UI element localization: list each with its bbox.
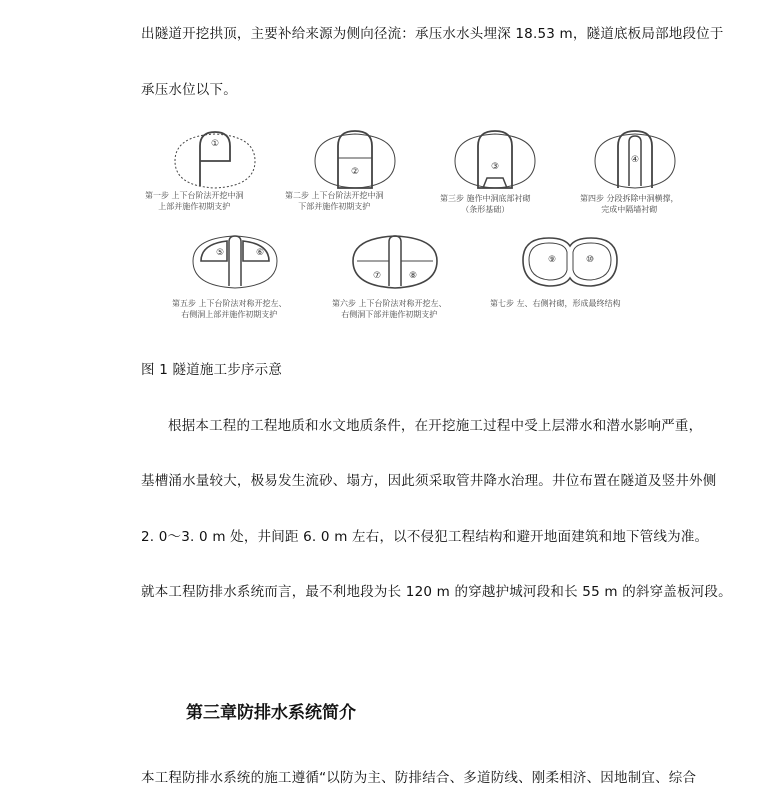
step-5-number-right: ⑥ [255, 248, 265, 258]
step-3-caption [440, 193, 531, 215]
figure-caption: 图 1 隧道施工步序示意 [141, 362, 283, 378]
step-6-caption-line-2: 右侧洞下部并施作初期支护 [341, 310, 438, 319]
step-7-caption-line-1: 第七步 左、右侧衬砌，形成最终结构 [490, 299, 621, 308]
step-5-caption-line-1: 第五步 上下台阶法对称开挖左、 [172, 299, 287, 308]
body-para2-line-2: 基槽涌水量较大，极易发生流砂、塌方，因此须采取管井降水治理。井位布置在隧道及竖井外侧 [141, 473, 717, 489]
step-5-number-left: ⑤ [215, 248, 225, 258]
step-1-caption [145, 190, 244, 212]
step-2-caption-line-2: 下部并施作初期支护 [298, 202, 371, 211]
step-2-number: ② [350, 167, 360, 177]
step-6-caption-line-1: 第六步 上下台阶法对称开挖左、 [332, 299, 447, 308]
body-line-2: 承压水位以下。 [141, 82, 237, 98]
step-6-caption [332, 298, 447, 320]
step-3-caption-line-1: 第三步 施作中洞底部衬砌 [440, 194, 531, 203]
step-4-caption-line-2: 完成中隔墙衬砌 [601, 205, 658, 214]
step-3-drawing [455, 131, 535, 188]
step-5-caption-line-2: 右侧洞上部并施作初期支护 [181, 310, 278, 319]
tunnel-construction-figure [140, 118, 700, 333]
body-para2-line-3: 2. 0～3. 0 m 处，井间距 6. 0 m 左右，以不侵犯工程结构和避开地面建筑和地下管线为准。 [141, 529, 709, 545]
step-6-number-left: ⑦ [372, 271, 382, 281]
step-3-number: ③ [490, 162, 500, 172]
step-7-number-right: ⑩ [585, 255, 595, 265]
step-4-number: ④ [630, 155, 640, 165]
step-5-caption [172, 298, 287, 320]
body-para3: 就本工程防排水系统而言，最不利地段为长 120 m 的穿越护城河段和长 55 m 的斜穿盖板河段。 [141, 584, 732, 600]
step-5-drawing [193, 236, 277, 288]
step-7-caption [490, 298, 621, 309]
step-4-caption-line-1: 第四步 分段拆除中洞横撑， [580, 194, 679, 203]
step-6-drawing [353, 236, 437, 288]
body-para2-line-1: 根据本工程的工程地质和水文地质条件，在开挖施工过程中受上层滞水和潜水影响严重， [168, 418, 703, 434]
step-6-number-right: ⑧ [408, 271, 418, 281]
step-1-caption-line-1: 第一步 上下台阶法开挖中洞 [145, 191, 244, 200]
step-1-caption-line-2: 上部并施作初期支护 [158, 202, 231, 211]
body-last-line: 本工程防排水系统的施工遵循“以防为主、防排结合、多道防线、刚柔相济、因地制宜、综合 [141, 770, 697, 786]
step-1-number: ① [210, 139, 220, 149]
body-line-1: 出隧道开挖拱顶，主要补给来源为侧向径流：承压水水头埋深 18.53 m，隧道底板局部地段位于 [141, 26, 724, 42]
step-7-number-left: ⑨ [547, 255, 557, 265]
step-4-caption [580, 193, 679, 215]
step-7-drawing [523, 238, 617, 286]
step-2-drawing [315, 131, 395, 188]
step-3-caption-line-2: （条形基础） [461, 205, 510, 214]
step-2-caption-line-1: 第二步 上下台阶法开挖中洞 [285, 191, 384, 200]
step-2-caption [285, 190, 384, 212]
chapter-title: 第三章防排水系统简介 [186, 703, 356, 723]
